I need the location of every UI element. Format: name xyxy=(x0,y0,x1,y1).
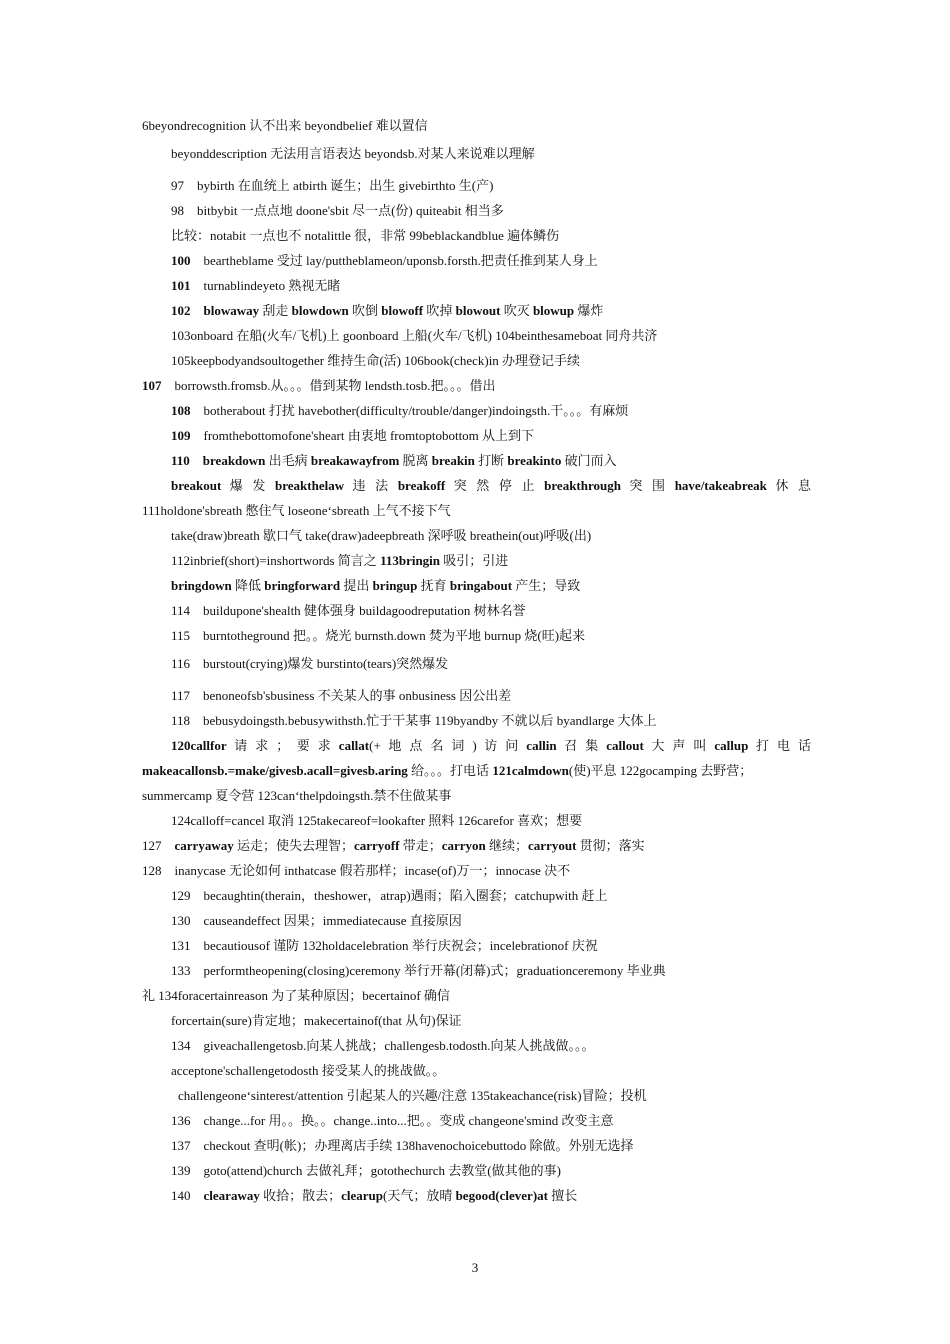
text-segment: 127 xyxy=(142,838,175,853)
text-line xyxy=(171,738,811,754)
text-line xyxy=(171,353,811,369)
text-line xyxy=(142,503,810,519)
text-segment: 6beyondrecognition 认不出来 beyondbelief 难以置信 xyxy=(142,118,428,133)
text-line xyxy=(171,1038,811,1054)
text-line xyxy=(171,688,811,704)
text-line xyxy=(171,303,811,319)
text-segment: (使)平息 122gocamping 去野营； xyxy=(568,763,753,778)
text-segment: 收拾；散去； xyxy=(259,1188,342,1203)
text-line xyxy=(171,228,811,244)
text-line xyxy=(171,403,811,419)
text-segment: 117 benoneofsb'sbusiness 不关某人的事 onbusiness 因公出差 xyxy=(171,688,512,703)
bold-phrase: breakinto xyxy=(507,453,562,468)
text-segment: 129 becaughtin(therain，theshower，atrap)遇雨；陷入圈套；catchupwith 赶上 xyxy=(171,888,608,903)
text-segment: 98 bitbybit 一点点地 doone'sbit 尽一点(份) quiteabit 相当多 xyxy=(171,203,504,218)
bold-phrase: 100 xyxy=(171,253,191,268)
text-line xyxy=(171,328,811,344)
bold-phrase: callin xyxy=(526,738,557,753)
text-segment: 116 burstout(crying)爆发 burstinto(tears)突然爆发 xyxy=(171,656,449,671)
text-line xyxy=(171,253,811,269)
text-segment: turnablindeyeto 熟视无睹 xyxy=(190,278,341,293)
text-line xyxy=(142,788,810,804)
bold-phrase: callat xyxy=(338,738,370,753)
text-line xyxy=(142,378,810,394)
text-segment: 突 围 xyxy=(621,478,675,493)
text-segment: beyonddescription 无法用言语表达 beyondsb.对某人来说难以理解 xyxy=(171,146,535,161)
bold-phrase: 121calmdown xyxy=(492,763,569,778)
text-segment: borrowsth.fromsb.从。。。借到某物 lendsth.tosb.把。。。借出 xyxy=(161,378,496,393)
text-segment: (+ 地 点 名 词 ) 访 问 xyxy=(369,738,527,753)
text-segment: 吹灭 xyxy=(500,303,533,318)
bold-phrase: blowout xyxy=(455,303,501,318)
text-segment: forcertain(sure)肯定地；makecertainof(that 从句)保证 xyxy=(171,1013,462,1028)
text-segment: 97 bybirth 在血统上 atbirth 诞生；出生 givebirthto 生(产) xyxy=(171,178,494,193)
text-line xyxy=(178,1088,811,1104)
text-segment: 140 xyxy=(171,1188,204,1203)
text-segment: 112inbrief(short)=inshortwords 简言之 xyxy=(171,553,381,568)
text-line xyxy=(171,428,811,444)
text-segment: 124calloff=cancel 取消 125takecareof=lookafter 照料 126carefor 喜欢；想要 xyxy=(171,813,583,828)
text-segment: 133 performtheopening(closing)ceremony 举行开幕(闭幕)式；graduationceremony 毕业典 xyxy=(171,963,666,978)
text-segment: 礼 134foracertainreason 为了某种原因；becertainof 确信 xyxy=(142,988,450,1003)
bold-phrase: have/takeabreak xyxy=(674,478,767,493)
bold-phrase: blowup xyxy=(532,303,575,318)
text-line xyxy=(171,578,811,594)
bold-phrase: makeacallonsb.=make/givesb.acall=givesb.aring xyxy=(142,763,408,778)
bold-phrase: carryout xyxy=(528,838,577,853)
text-line xyxy=(171,278,811,294)
text-line xyxy=(171,913,811,929)
text-line xyxy=(171,203,811,219)
bold-phrase: bringabout xyxy=(449,578,513,593)
text-segment: 爆炸 xyxy=(574,303,604,318)
text-segment: 打 电 话 xyxy=(755,738,811,753)
text-segment: fromthebottomofone'sheart 由衷地 fromtoptobottom 从上到下 xyxy=(190,428,535,443)
bold-phrase: breakthelaw xyxy=(275,478,345,493)
bold-phrase: bringforward xyxy=(264,578,341,593)
text-segment: challengeone‘sinterest/attention 引起某人的兴趣/注意 135takeachance(risk)冒险；投机 xyxy=(178,1088,647,1103)
bold-phrase: 101 xyxy=(171,278,191,293)
text-segment: 136 change...for 用。。换。。change..into...把。。变成 changeone'smind 改变主意 xyxy=(171,1113,614,1128)
text-segment: 休 息 xyxy=(766,478,811,493)
text-segment: 产生；导致 xyxy=(512,578,581,593)
bold-phrase: blowdown xyxy=(291,303,349,318)
text-segment: acceptone'schallengetodosth 接受某人的挑战做。。 xyxy=(171,1063,446,1078)
text-line xyxy=(171,1063,811,1079)
text-line xyxy=(171,813,811,829)
bold-phrase: clearaway xyxy=(203,1188,260,1203)
text-line xyxy=(171,1163,811,1179)
text-line xyxy=(171,1113,811,1129)
bold-phrase: 120callfor xyxy=(171,738,227,753)
bold-phrase: 102 blowaway xyxy=(171,303,260,318)
bold-phrase: breakthrough xyxy=(544,478,621,493)
text-line xyxy=(142,763,810,779)
text-line xyxy=(171,178,811,194)
text-line xyxy=(171,603,811,619)
text-segment: 比较：notabit 一点也不 notalittle 很，非常 99beblackandblue 遍体鳞伤 xyxy=(171,228,560,243)
bold-phrase: breakin xyxy=(431,453,475,468)
text-segment: summercamp 夏令营 123can‘thelpdoingsth.禁不住做某事 xyxy=(142,788,452,803)
text-segment: 105keepbodyandsoultogether 维持生命(活) 106book(check)in 办理登记手续 xyxy=(171,353,581,368)
text-segment: 刮走 xyxy=(259,303,292,318)
text-line xyxy=(171,1188,811,1204)
text-segment: 出毛病 xyxy=(265,453,311,468)
text-line xyxy=(171,888,811,904)
text-segment: 擅长 xyxy=(548,1188,578,1203)
text-segment: 130 causeandeffect 因果；immediatecause 直接原因 xyxy=(171,913,462,928)
bold-phrase: breakout xyxy=(171,478,222,493)
text-segment: 降低 xyxy=(231,578,265,593)
text-segment: 突 然 停 止 xyxy=(445,478,545,493)
bold-phrase: 109 xyxy=(171,428,191,443)
text-segment: 带走； xyxy=(399,838,442,853)
text-line xyxy=(142,118,810,134)
text-segment: 违 法 xyxy=(344,478,398,493)
bold-phrase: clearup xyxy=(341,1188,383,1203)
text-segment: 137 checkout 查明(帐)；办理离店手续 138havenochoicebuttodo 除做。外别无选择 xyxy=(171,1138,634,1153)
text-segment: 111holdone'sbreath 憋住气 loseone‘sbreath 上气不接下气 xyxy=(142,503,451,518)
text-segment: 吹掉 xyxy=(423,303,456,318)
text-line xyxy=(171,553,811,569)
text-segment: botherabout 打扰 havebother(difficulty/trouble/danger)indoingsth.干。。。有麻烦 xyxy=(190,403,629,418)
text-segment: 139 goto(attend)church 去做礼拜；gotothechurch 去教堂(做其他的事) xyxy=(171,1163,561,1178)
text-segment: 吹倒 xyxy=(348,303,382,318)
bold-phrase: carryaway xyxy=(174,838,234,853)
text-segment: 运走；使失去理智； xyxy=(233,838,354,853)
bold-phrase: 110 breakdown xyxy=(171,453,266,468)
text-segment: 114 buildupone'shealth 健体强身 buildagoodreputation 树林名誉 xyxy=(171,603,526,618)
text-segment: take(draw)breath 歇口气 take(draw)adeepbreath 深呼吸 breathein(out)呼吸(出) xyxy=(171,528,592,543)
text-line xyxy=(171,1013,811,1029)
text-segment: 134 giveachallengetosb.向某人挑战；challengesb.todosth.向某人挑战做。。。 xyxy=(171,1038,595,1053)
text-segment: 破门而入 xyxy=(561,453,617,468)
text-line xyxy=(171,146,811,162)
bold-phrase: carryon xyxy=(441,838,486,853)
text-segment: 脱离 xyxy=(399,453,432,468)
text-segment: 爆 发 xyxy=(221,478,276,493)
text-segment: 103onboard 在船(火车/飞机)上 goonboard 上船(火车/飞机) 104beinthesameboat 同舟共济 xyxy=(171,328,658,343)
bold-phrase: callout xyxy=(606,738,644,753)
text-segment: 131 becautiousof 谨防 132holdacelebration 举行庆祝会；incelebrationof 庆祝 xyxy=(171,938,598,953)
text-line xyxy=(171,528,811,544)
text-segment: 继续； xyxy=(485,838,529,853)
text-segment: 128 inanycase 无论如何 inthatcase 假若那样；incase(of)万一；innocase 决不 xyxy=(142,863,571,878)
text-segment: 贯彻；落实 xyxy=(576,838,645,853)
text-segment: 抚育 xyxy=(417,578,450,593)
bold-phrase: blowoff xyxy=(381,303,424,318)
text-segment: 给。。。打电话 xyxy=(407,763,493,778)
text-line xyxy=(171,453,811,469)
text-line xyxy=(171,938,811,954)
text-segment: beartheblame 受过 lay/puttheblameon/uponsb.forsth.把责任推到某人身上 xyxy=(190,253,598,268)
text-segment: 118 bebusydoingsth.bebusywithsth.忙于干某事 119byandby 不就以后 byandlarge 大体上 xyxy=(171,713,657,728)
text-segment: 召 集 xyxy=(556,738,607,753)
page-number: 3 xyxy=(471,1260,479,1275)
text-line xyxy=(142,863,810,879)
bold-phrase: carryoff xyxy=(353,838,400,853)
text-line xyxy=(171,713,811,729)
text-line xyxy=(171,656,811,672)
bold-phrase: breakawayfrom xyxy=(310,453,400,468)
bold-phrase: bringdown xyxy=(171,578,232,593)
bold-phrase: 113bringin xyxy=(380,553,441,568)
text-line xyxy=(142,988,810,1004)
bold-phrase: 107 xyxy=(142,378,162,393)
bold-phrase: breakoff xyxy=(397,478,446,493)
text-segment: 大 声 叫 xyxy=(643,738,715,753)
text-segment: 提出 xyxy=(340,578,373,593)
text-line xyxy=(171,628,811,644)
text-segment: 115 burntotheground 把。。烧光 burnsth.down 焚为平地 burnup 烧(旺)起来 xyxy=(171,628,586,643)
text-line xyxy=(171,963,811,979)
bold-phrase: callup xyxy=(714,738,749,753)
text-segment: 打断 xyxy=(474,453,508,468)
text-line xyxy=(171,478,811,494)
text-segment: (天气；放晴 xyxy=(382,1188,456,1203)
text-segment: 请 求 ； 要 求 xyxy=(226,738,339,753)
text-segment: 吸引；引进 xyxy=(440,553,509,568)
bold-phrase: 108 xyxy=(171,403,191,418)
text-line xyxy=(142,838,810,854)
bold-phrase: begood(clever)at xyxy=(455,1188,548,1203)
bold-phrase: bringup xyxy=(372,578,418,593)
text-line xyxy=(171,1138,811,1154)
